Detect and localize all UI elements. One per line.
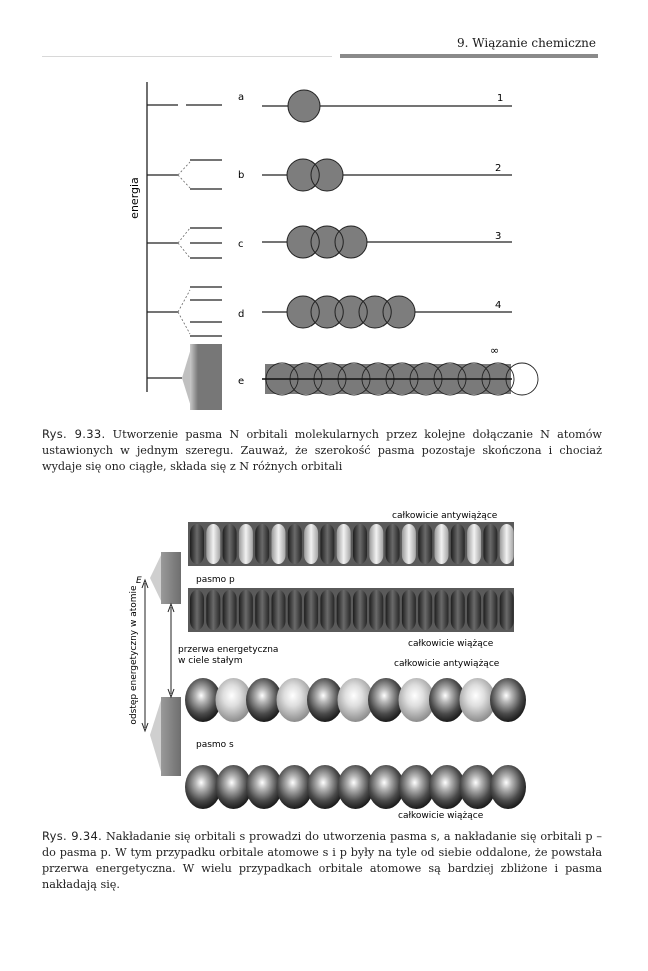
caption-text: Nakładanie się orbitali s prowadzi do utworzenia pasma s, a nakładanie się orbitali p – do pasma p. W tym przypadku orbitale atomowe s i p były na tyle od siebie oddalone, że powstała przerwa energetyczna. W wielu przypadkach orbitale atomowe są bardziej zbliżone i pasma nakładają się. — [42, 830, 603, 891]
p-lobe — [304, 524, 318, 564]
s-band-block — [161, 697, 181, 776]
s-bonding-label: całkowicie wiążące — [398, 811, 484, 821]
p-lobe — [272, 590, 286, 630]
p-lobe — [223, 590, 237, 630]
p-band-taper — [150, 553, 162, 603]
p-lobe — [386, 524, 400, 564]
p-lobe — [190, 590, 204, 630]
row-count: 3 — [495, 231, 502, 242]
p-lobe — [320, 590, 334, 630]
row-letter: e — [238, 376, 245, 387]
p-lobe — [435, 590, 449, 630]
energy-axis-label: energia — [128, 177, 141, 219]
band-s-label: pasmo s — [196, 740, 234, 750]
p-antibonding-label: całkowicie antywiążące — [392, 511, 498, 521]
p-band-block — [161, 552, 181, 604]
row-count: 4 — [495, 300, 502, 311]
caption-9-34 — [42, 828, 602, 893]
caption-label: Rys. 9.33. — [42, 427, 106, 441]
p-lobe — [483, 524, 497, 564]
p-lobe — [483, 590, 497, 630]
p-lobe — [206, 524, 220, 564]
p-lobe — [206, 590, 220, 630]
p-lobe — [402, 590, 416, 630]
s-sphere — [490, 765, 526, 809]
row-count: 2 — [495, 163, 502, 174]
p-lobe — [337, 524, 351, 564]
atom-gap-label: odstęp energetyczny w atomie — [129, 585, 139, 725]
p-lobe — [320, 524, 334, 564]
row-count: ∞ — [490, 344, 500, 357]
band-p-label: pasmo p — [196, 575, 235, 585]
p-lobe — [272, 524, 286, 564]
caption-text: Utworzenie pasma N orbitali molekularnych przez kolejne dołączanie N atomów ustawionych w jednym szeregu. Zauważ, że szerokość pasma pozostaje skończona i chociaż wydaje się ono ciągłe, składa się z N różnych orbitali — [42, 428, 603, 473]
row-letter: c — [238, 239, 244, 250]
p-lobe — [386, 590, 400, 630]
p-lobe — [304, 590, 318, 630]
s-orbital-row — [185, 678, 526, 722]
p-lobe — [369, 524, 383, 564]
s-sphere — [490, 678, 526, 722]
caption-label: Rys. 9.34. — [42, 829, 103, 843]
p-lobe — [467, 590, 481, 630]
p-lobe — [435, 524, 449, 564]
p-lobe — [500, 590, 514, 630]
running-header: 9. Wiązanie chemiczne — [457, 36, 596, 50]
p-bonding-label: całkowicie wiążące — [408, 639, 494, 649]
p-orbital-row — [188, 588, 514, 632]
p-lobe — [255, 590, 269, 630]
gap-label-line2: w ciele stałym — [178, 656, 243, 666]
p-lobe — [353, 524, 367, 564]
p-lobe — [500, 524, 514, 564]
p-lobe — [353, 590, 367, 630]
p-lobe — [255, 524, 269, 564]
row-count: 1 — [497, 93, 504, 104]
gap-label-line1: przerwa energetyczna — [178, 645, 279, 655]
energy-label-E: E — [136, 576, 142, 586]
p-lobe — [402, 524, 416, 564]
p-lobe — [451, 524, 465, 564]
p-lobe — [337, 590, 351, 630]
p-lobe — [369, 590, 383, 630]
p-lobe — [418, 524, 432, 564]
row-letter: d — [238, 309, 245, 320]
p-lobe — [190, 524, 204, 564]
row-letter: a — [238, 92, 245, 103]
p-lobe — [239, 590, 253, 630]
s-orbital-row — [185, 765, 526, 809]
p-lobe — [223, 524, 237, 564]
s-antibonding-label: całkowicie antywiążące — [394, 659, 500, 669]
p-lobe — [418, 590, 432, 630]
p-lobe — [239, 524, 253, 564]
p-lobe — [451, 590, 465, 630]
p-lobe — [467, 524, 481, 564]
s-band-taper — [150, 697, 162, 775]
p-lobe — [288, 590, 302, 630]
p-orbital-row — [188, 522, 514, 566]
row-letter: b — [238, 170, 245, 181]
p-lobe — [288, 524, 302, 564]
